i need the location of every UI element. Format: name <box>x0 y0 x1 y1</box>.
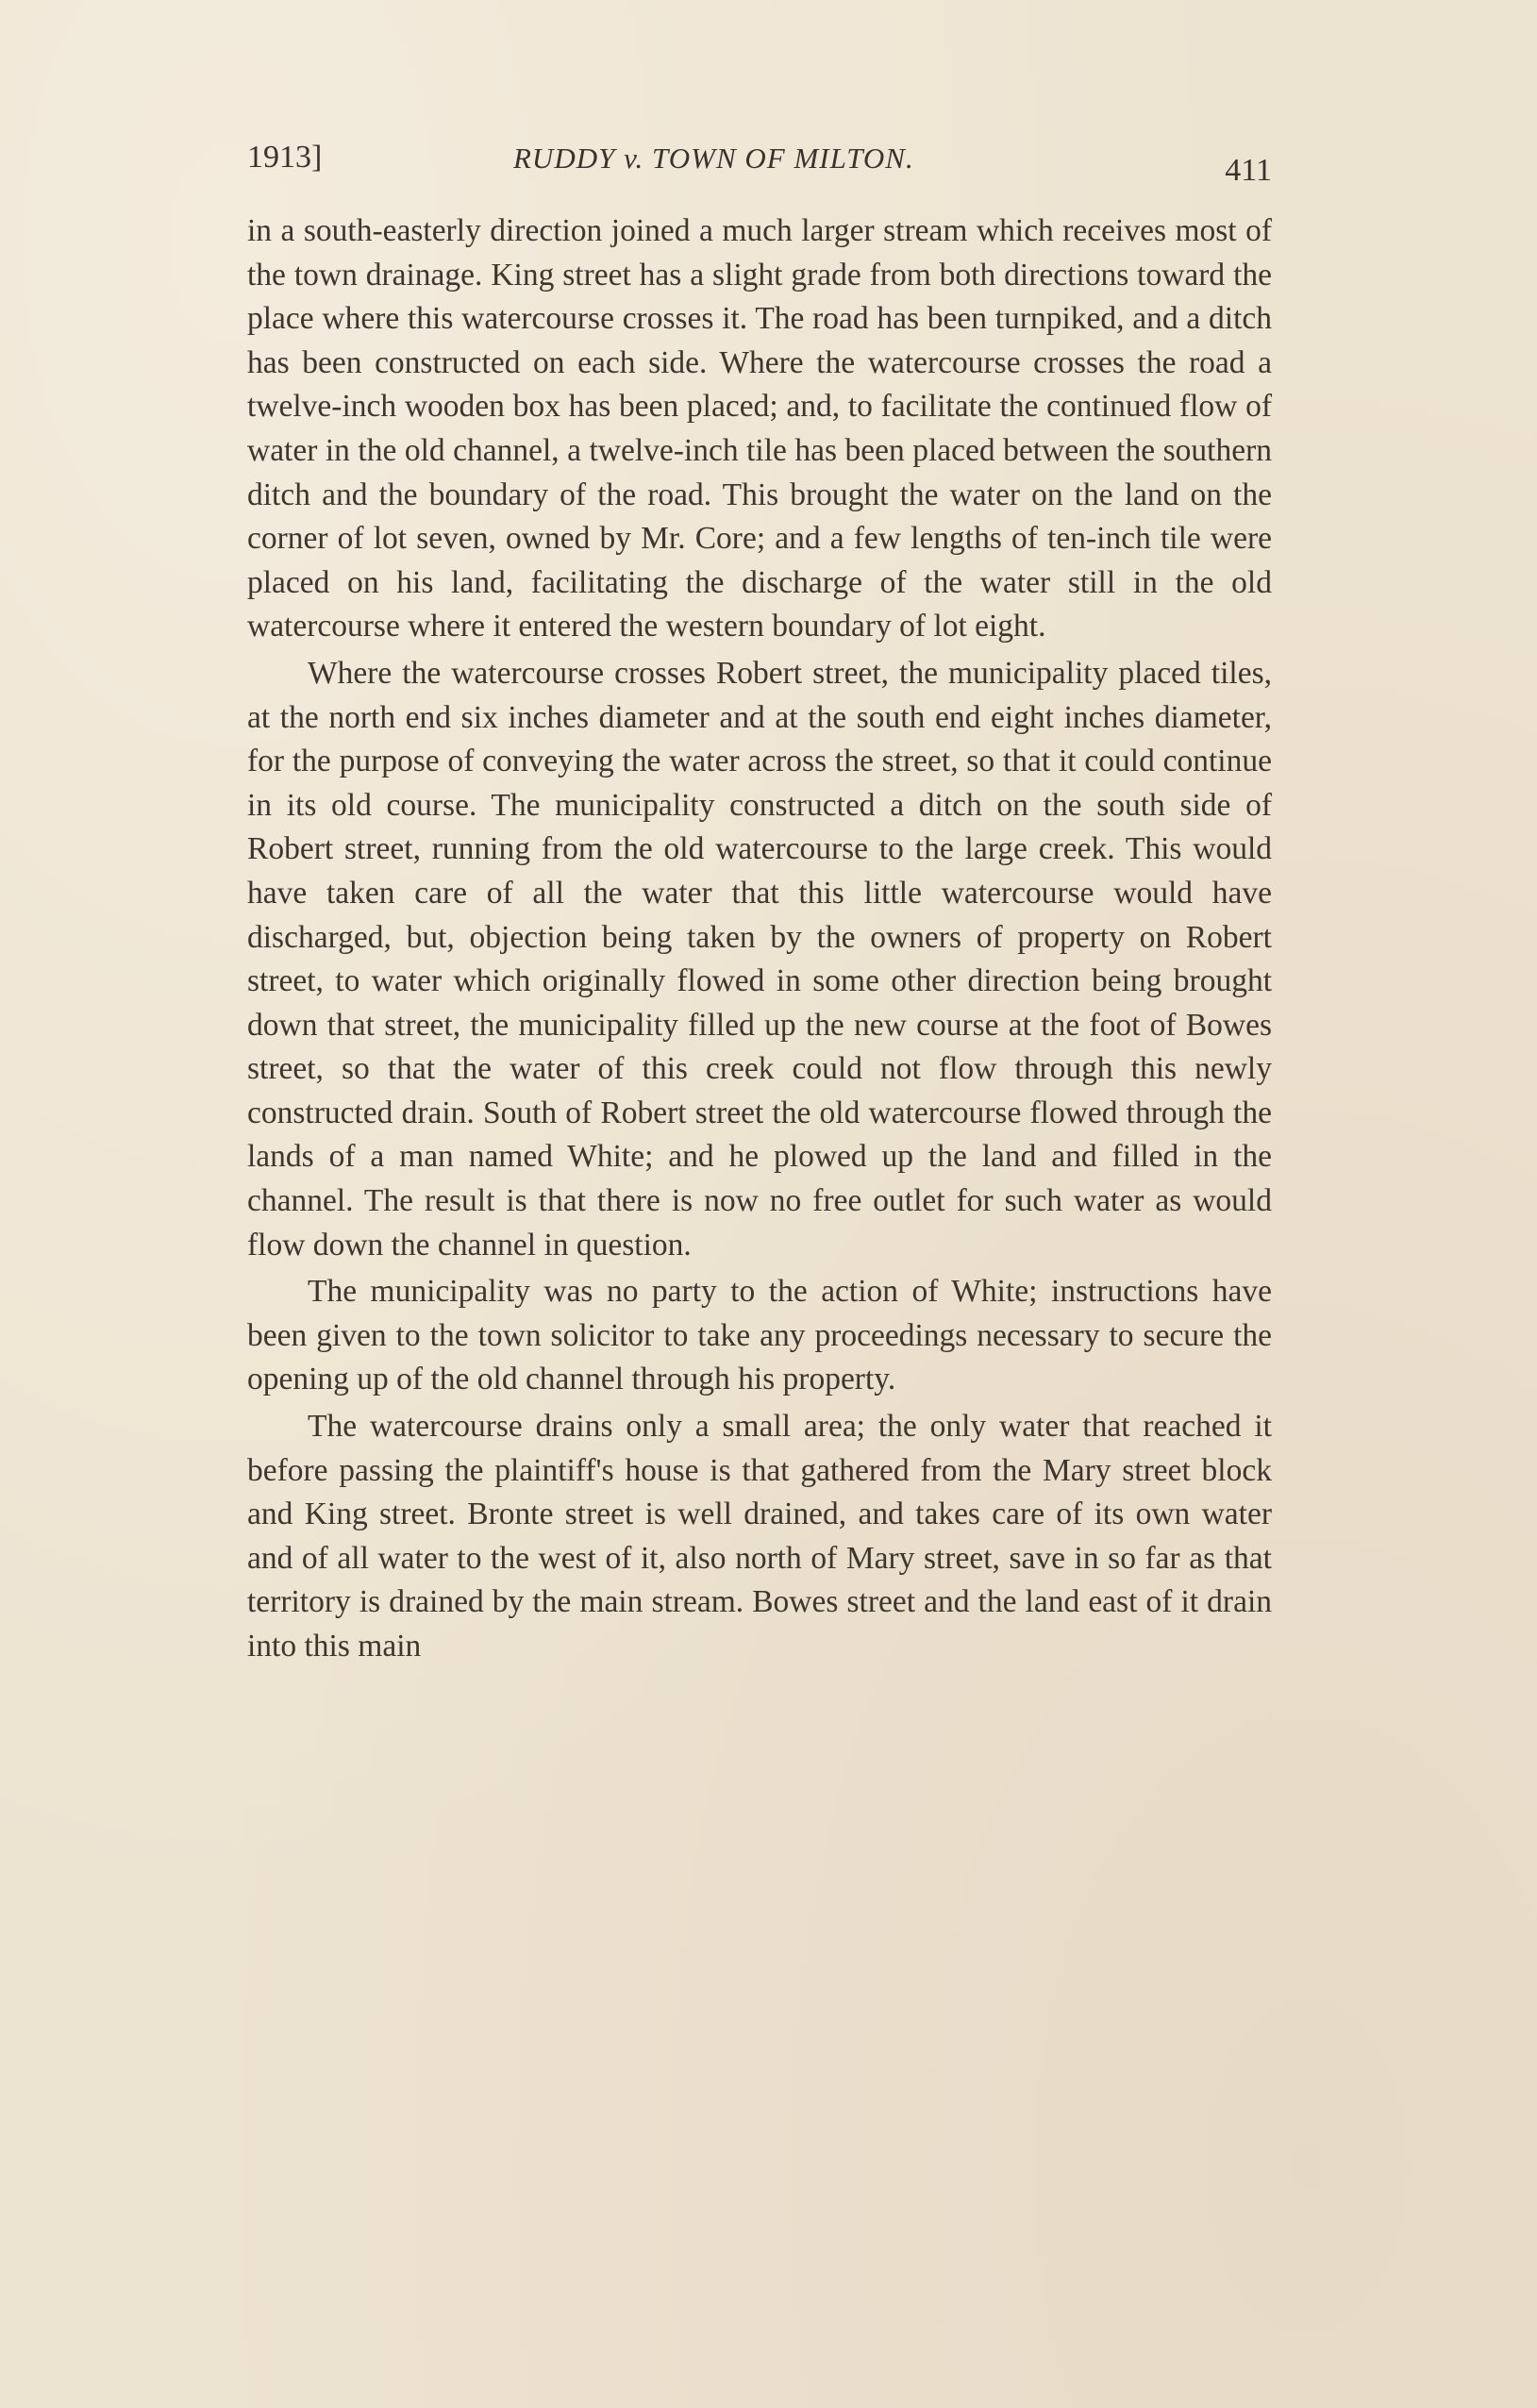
paragraph-1: in a south-easterly direction joined a much larger stream which receives most of the town drainage. King street has a slight grade from both directions toward the place where this watercourse crosses it. The road has been turnpiked, and a ditch has been constructed on each side. Where the watercourse crosses the road a twelve-inch wooden box has been placed; and, to facilitate the continued flow of water in the old channel, a twelve-inch tile has been placed between the southern ditch and the boundary of the road. This brought the water on the land on the corner of lot seven, owned by Mr. Core; and a few lengths of ten-inch tile were placed on his land, facilitating the discharge of the water still in the old watercourse where it entered the western boundary of lot eight. <box>247 213 1272 644</box>
header-title: RUDDY v. TOWN OF MILTON. <box>513 142 914 175</box>
paragraph-4: The watercourse drains only a small area; the only water that reached it before passing the plaintiff's house is that gathered from the Mary street block and King street. Bronte street is well drained, and takes care of its own water and of all water to the west of it, also north of Mary street, save in so far as that territory is drained by the main stream. Bowes street and the land east of it drain into this main <box>247 1409 1272 1664</box>
running-head <box>247 132 1272 189</box>
paragraph-2: Where the watercourse crosses Robert street, the municipality placed tiles, at the north end six inches diameter and at the south end eight inches diameter, for the purpose of conveying the water across the street, so that it could continue in its old course. The municipality constructed a ditch on the south side of Robert street, running from the old watercourse to the large creek. This would have taken care of all the water that this little watercourse would have discharged, but, objection being taken by the owners of property on Robert street, to water which originally flowed in some other direction being brought down that street, the municipality filled up the new course at the foot of Bowes street, so that the water of this creek could not flow through this newly constructed drain. South of Robert street the old watercourse flowed through the lands of a man named White; and he plowed up the land and filled in the channel. The result is that there is now no free outlet for such water as would flow down the channel in question. <box>247 655 1272 1263</box>
header-year: 1913] <box>247 140 323 175</box>
paragraph-3: The municipality was no party to the action of White; instructions have been given to the town solicitor to take any proceedings necessary to secure the opening up of the old channel through his property. <box>247 1274 1272 1397</box>
body-text <box>247 209 1272 1672</box>
page-number: 411 <box>1225 153 1272 188</box>
